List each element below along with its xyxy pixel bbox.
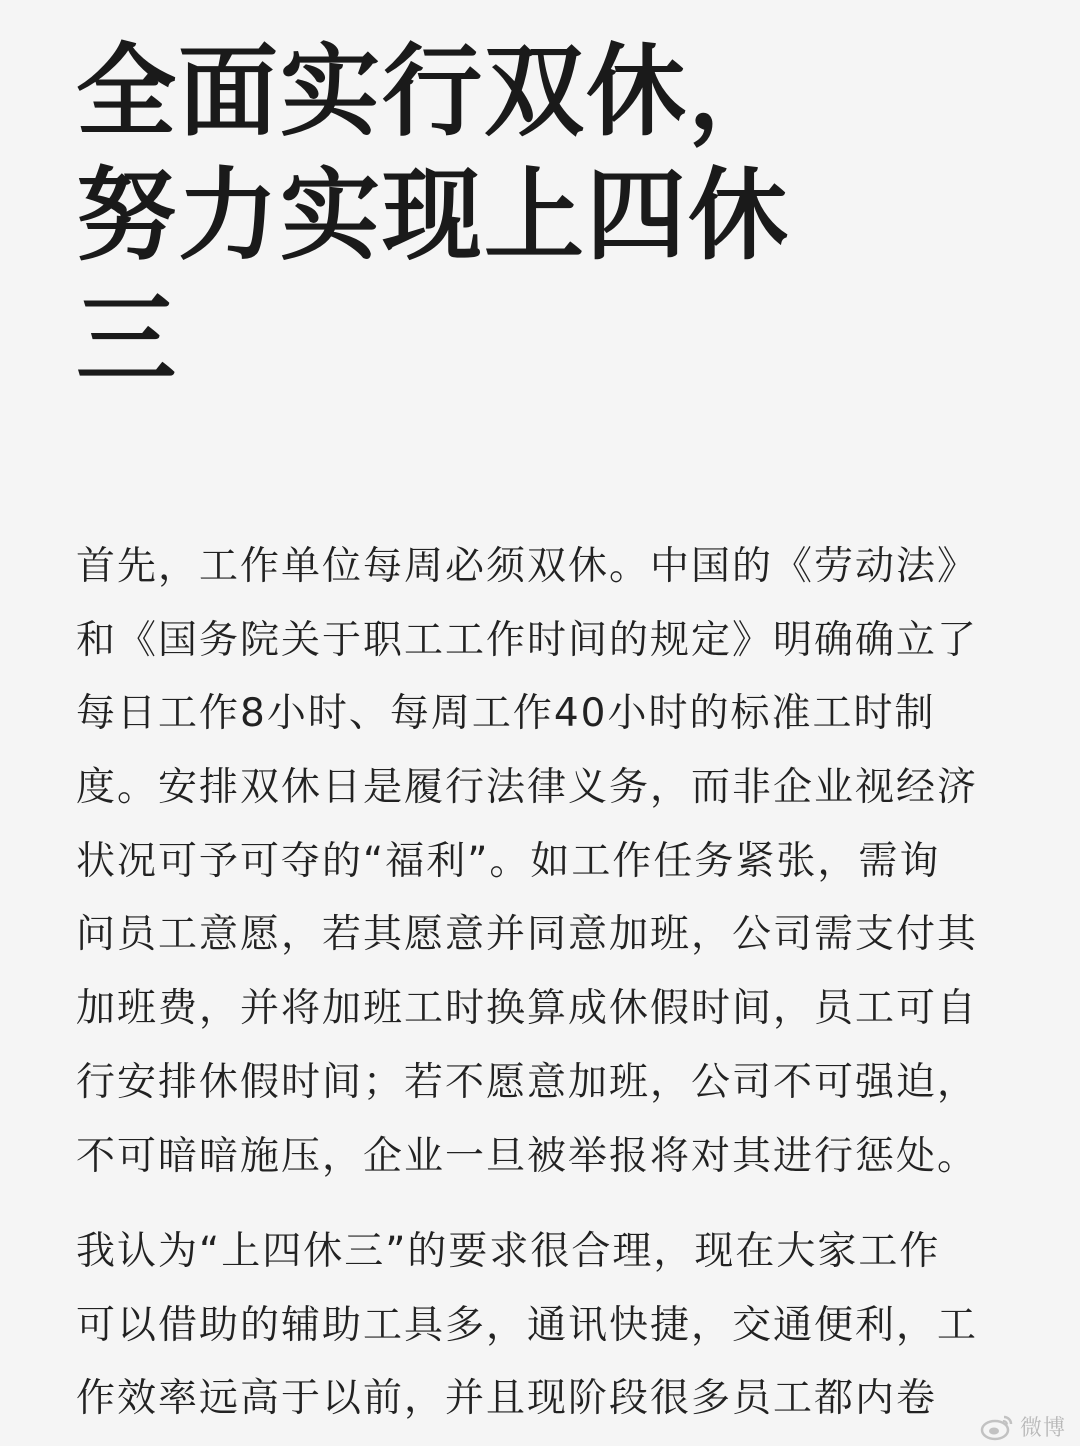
paragraph-line: 问员工意愿，若其愿意并同意加班，公司需支付其 — [76, 912, 979, 958]
paragraph-line: 首先，工作单位每周必须双休。中国的《劳动法》 — [76, 544, 979, 589]
paragraph-line: 状况可予可夺的“福利”。如工作任务紧张，需询 — [76, 838, 941, 884]
paragraph-line: 度。安排双休日是履行法律义务，而非企业视经济 — [76, 765, 979, 811]
paragraph-line: 我认为“上四休三”的要求很合理，现在大家工作 — [76, 1229, 941, 1274]
paragraph-line: 行安排休假时间；若不愿意加班，公司不可强迫， — [76, 1059, 979, 1105]
paragraph-line: 每日工作8小时、每周工作40小时的标准工时制 — [76, 691, 936, 737]
article-paragraph — [76, 530, 1006, 1193]
watermark — [980, 1411, 1066, 1442]
paragraph-line: 作效率远高于以前，并且现阶段很多员工都内卷 — [76, 1376, 938, 1422]
paragraph-line: 不可暗暗施压，企业一旦被举报将对其进行惩处。 — [76, 1133, 979, 1179]
watermark-text: 微博 — [1019, 1416, 1066, 1441]
weibo-logo-icon — [980, 1413, 1014, 1441]
paragraph-line: 加班费，并将加班工时换算成休假时间，员工可自 — [76, 986, 979, 1032]
article-headline — [76, 30, 1016, 402]
headline-line: 努力实现上四休 — [76, 157, 790, 274]
article-paragraph — [76, 1215, 1006, 1436]
headline-line: 三 — [76, 281, 178, 398]
paragraph-line: 可以借助的辅助工具多，通讯快捷，交通便利，工 — [76, 1302, 979, 1348]
headline-line: 全面实行双休， — [76, 33, 790, 150]
paragraph-line: 和《国务院关于职工工作时间的规定》明确确立了 — [76, 617, 979, 663]
